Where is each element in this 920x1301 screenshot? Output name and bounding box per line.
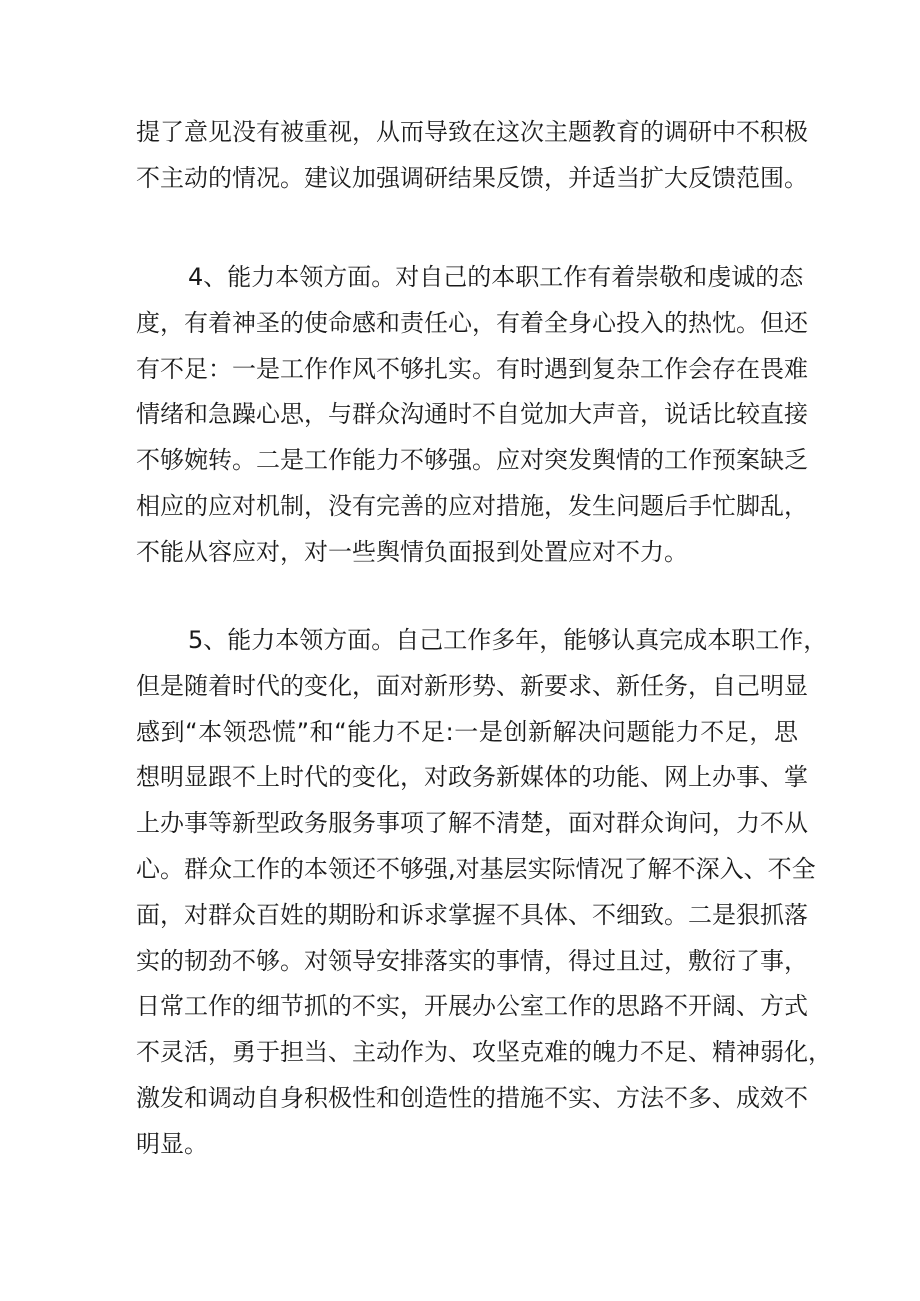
text-line: 不够婉转。二是工作能力不够强。应对突发舆情的工作预案缺乏 <box>136 446 808 475</box>
paragraph-item-5 <box>136 618 832 1168</box>
text-line: 有不足：一是工作作风不够扎实。有时遇到复杂工作会存在畏难 <box>136 354 808 383</box>
text-line: 情绪和急躁心思，与群众沟通时不自觉加大声音，说话比较直接 <box>136 400 808 429</box>
text-line: 日常工作的细节抓的不实，开展办公室工作的思路不开阔、方式 <box>136 992 808 1021</box>
text-line: 相应的应对机制，没有完善的应对措施，发生问题后手忙脚乱， <box>136 491 808 520</box>
text-line: 心。群众工作的本领还不够强,对基层实际情况了解不深入、不全 <box>136 854 816 883</box>
paragraph-item-4 <box>136 255 808 576</box>
text-line: 感到“本领恐慌”和“能力不足:一是创新解决问题能力不足，思 <box>136 717 798 746</box>
text-line: 4、能力本领方面。对自己的本职工作有着崇敬和虔诚的态 <box>188 263 804 291</box>
text-line: 实的韧劲不够。对领导安排落实的事情，得过且过，敷衍了事， <box>136 946 808 975</box>
text-line: 5、能力本领方面。自己工作多年，能够认真完成本职工作， <box>188 626 828 654</box>
paragraph-continuation <box>136 110 808 202</box>
text-line: 明显。 <box>136 1129 208 1158</box>
text-line: 提了意见没有被重视，从而导致在这次主题教育的调研中不积极 <box>136 118 808 146</box>
text-line: 面，对群众百姓的期盼和诉求掌握不具体、不细致。二是狠抓落 <box>136 900 808 929</box>
text-line: 不灵活，勇于担当、主动作为、攻坚克难的魄力不足、精神弱化， <box>136 1038 832 1067</box>
text-line: 激发和调动自身积极性和创造性的措施不实、方法不多、成效不 <box>136 1083 808 1112</box>
text-line: 不主动的情况。建议加强调研结果反馈，并适当扩大反馈范围。 <box>136 163 808 192</box>
text-line: 上办事等新型政务服务事项了解不清楚，面对群众询问，力不从 <box>136 809 808 838</box>
text-line: 度，有着神圣的使命感和责任心，有着全身心投入的热忱。但还 <box>136 308 808 337</box>
text-line: 不能从容应对，对一些舆情负面报到处置应对不力。 <box>136 537 688 566</box>
text-line: 但是随着时代的变化，面对新形势、新要求、新任务，自己明显 <box>136 671 808 700</box>
text-line: 想明显跟不上时代的变化，对政务新媒体的功能、网上办事、掌 <box>136 763 808 792</box>
